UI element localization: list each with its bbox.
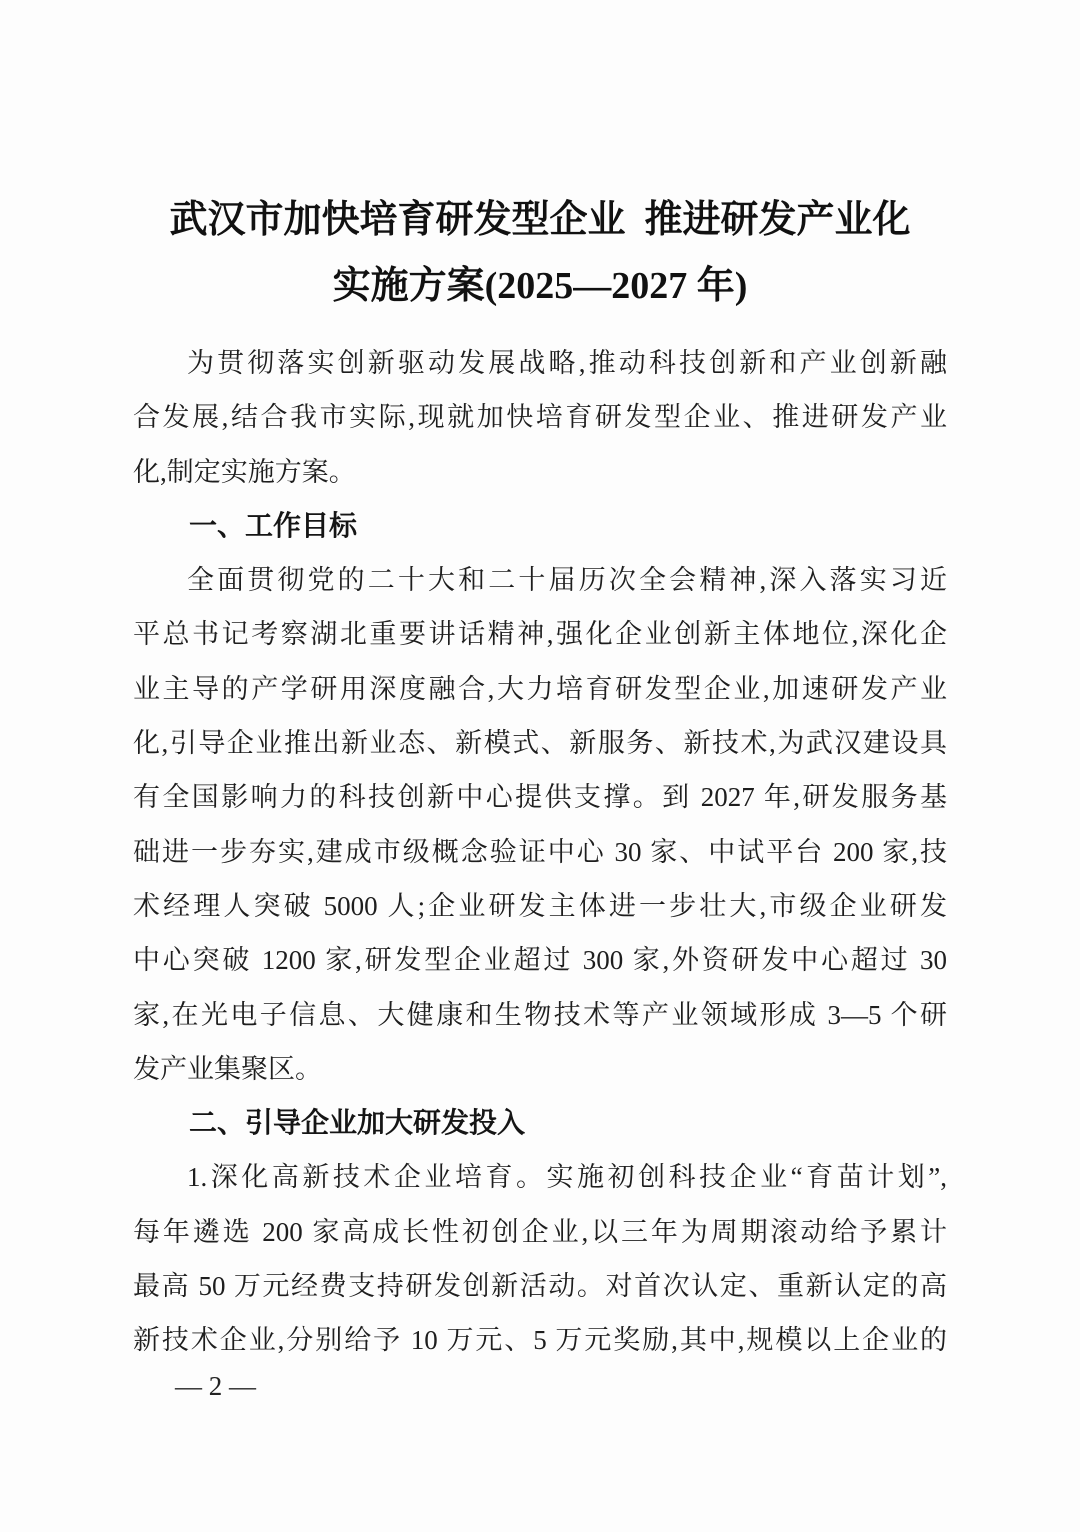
section-heading: 一、工作目标: [189, 509, 358, 541]
body-text-line: 家,在光电子信息、大健康和生物技术等产业领域形成 3—5 个研: [133, 999, 947, 1030]
body-text-line: 1.深化高新技术企业培育。实施初创科技企业“育苗计划”,: [187, 1162, 947, 1193]
body-text-line: 有全国影响力的科技创新中心提供支撑。到 2027 年,研发服务基: [133, 782, 947, 813]
body-text-line: 新技术企业,分别给予 10 万元、5 万元奖励,其中,规模以上企业的: [133, 1325, 947, 1356]
body-text-line: 合发展,结合我市实际,现就加快培育研发型企业、推进研发产业: [133, 402, 947, 433]
body-text-line: 础进一步夯实,建成市级概念验证中心 30 家、中试平台 200 家,技: [133, 836, 947, 867]
document-title: [0, 187, 1080, 319]
document-title-line-2: 实施方案(2025—2027 年): [332, 265, 748, 307]
page-number-label: — 2 —: [175, 1371, 256, 1401]
body-text-line: 全面贯彻党的二十大和二十届历次全会精神,深入落实习近: [187, 565, 947, 596]
page-footer: [175, 1370, 256, 1402]
body-text-line: 平总书记考察湖北重要讲话精神,强化企业创新主体地位,深化企: [133, 619, 947, 650]
body-text-line: 最高 50 万元经费支持研发创新活动。对首次认定、重新认定的高: [133, 1271, 947, 1302]
body-text-line: 术经理人突破 5000 人;企业研发主体进一步壮大,市级企业研发: [133, 890, 947, 921]
section-heading: 二、引导企业加大研发投入: [189, 1107, 526, 1139]
document-title-line-1: 武汉市加快培育研发型企业 推进研发产业化: [169, 199, 911, 241]
body-text-line: 中心突破 1200 家,研发型企业超过 300 家,外资研发中心超过 30: [133, 945, 947, 976]
document-body: [133, 336, 947, 1368]
body-text-line: 为贯彻落实创新驱动发展战略,推动科技创新和产业创新融: [187, 348, 947, 378]
body-text-line: 发产业集聚区。: [133, 1053, 322, 1084]
body-text-line: 业主导的产学研用深度融合,大力培育研发型企业,加速研发产业: [133, 673, 947, 704]
body-text-line: 化,引导企业推出新业态、新模式、新服务、新技术,为武汉建设具: [133, 728, 947, 759]
body-text-line: 化,制定实施方案。: [133, 456, 356, 487]
body-text-line: 每年遴选 200 家高成长性初创企业,以三年为周期滚动给予累计: [133, 1216, 947, 1247]
